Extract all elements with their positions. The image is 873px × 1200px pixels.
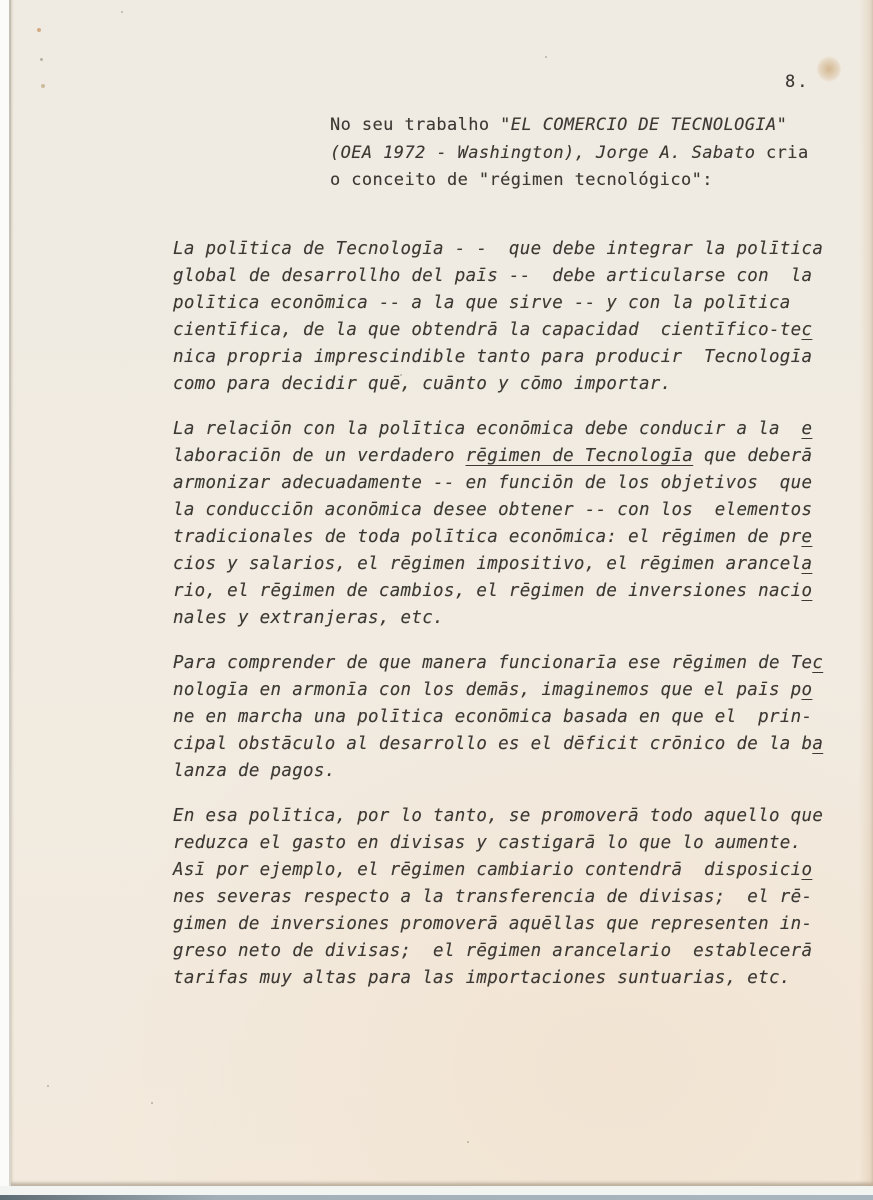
typed-text: cientīfica, de la que obtendrā la capacidad cientīfico-te: [173, 320, 802, 340]
paper-speck: [41, 84, 45, 88]
typed-text: La polītica de Tecnologīa - - que debe integrar la polītica: [173, 239, 824, 259]
typed-text: global de desarrollho del paīs -- debe articularse con la: [173, 266, 813, 286]
typed-text: o conceito de "régimen tecnológico":: [330, 170, 713, 190]
typed-text: laboraciōn de un verdadero: [173, 446, 466, 466]
typed-paragraph: [173, 236, 823, 398]
typed-line: [173, 938, 823, 965]
typed-line: [173, 551, 823, 578]
typed-text: que deberā: [693, 446, 813, 466]
typed-text: nes severas respecto a la transferencia de divisas; el rē-: [173, 887, 813, 907]
typed-line: [173, 578, 823, 605]
typed-line: [173, 965, 823, 992]
typed-line: [173, 470, 823, 497]
typed-line: [173, 371, 823, 398]
paper-speck: [400, 374, 402, 376]
typed-line: [173, 830, 823, 857]
paper-speck: [151, 1102, 153, 1104]
typed-text: La relaciōn con la polītica econōmica debe conducir a la: [173, 419, 802, 439]
typed-text: cipal obstāculo al desarrollo es el dēficit crōnico de la b: [173, 734, 813, 754]
intro-line: [330, 167, 809, 195]
typed-text: greso neto de divisas; el rēgimen arancelario establecerā: [173, 941, 813, 961]
typed-text: No seu trabalho: [330, 115, 501, 135]
typed-line: [173, 416, 823, 443]
paper-speck: [47, 1085, 49, 1087]
page-left-edge-line: [9, 0, 11, 1186]
typed-text: tradicionales de toda polītica econōmica: el rēgimen de pr: [173, 527, 802, 547]
scanned-page: [11, 0, 873, 1186]
intro-block: [330, 112, 809, 195]
typed-line: [173, 758, 823, 785]
typed-line: [173, 704, 823, 731]
typed-text: lanza de pagos.: [173, 761, 336, 781]
paper-speck: [467, 1141, 469, 1143]
typed-line: [173, 317, 823, 344]
typed-line: [173, 605, 823, 632]
typed-text: En esa polītica, por lo tanto, se promoverā todo aquello que: [173, 806, 824, 826]
typed-text: tarifas muy altas para las importaciones suntuarias, etc.: [173, 968, 791, 988]
underlined-text: c: [801, 320, 813, 340]
typed-line: [173, 650, 823, 677]
typed-text: nologīa en armonīa con los demās, imaginemos que el paīs p: [173, 680, 802, 700]
paper-stain: [817, 56, 841, 82]
scan-edge-left: [0, 0, 9, 1200]
typed-line: [173, 497, 823, 524]
paper-speck: [37, 28, 41, 32]
underlined-text: rēgimen de Tecnologīa: [465, 446, 694, 466]
underlined-text: e: [801, 527, 813, 547]
typed-line: [173, 911, 823, 938]
typed-line: [173, 884, 823, 911]
typed-text: nica propria imprescindible tanto para producir Tecnologīa: [173, 347, 813, 367]
page-edge-shadow: [859, 0, 873, 1186]
paper-speck: [121, 11, 123, 13]
underlined-text: a: [812, 734, 824, 754]
typed-text: cios y salarios, el rēgimen impositivo, el rēgimen arancel: [173, 554, 802, 574]
intro-line: [330, 112, 809, 140]
typed-paragraph: [173, 416, 823, 632]
typed-text: (OEA 1972 - Washington), Jorge A. Sabato: [330, 142, 756, 163]
underlined-text: o: [801, 860, 813, 880]
typed-body: [173, 236, 823, 1010]
paper-speck: [545, 56, 547, 58]
typed-text: polītica econōmica -- a la que sirve -- y con la polītica: [173, 293, 791, 313]
typed-line: [173, 236, 823, 263]
typed-line: [173, 263, 823, 290]
typed-text: "EL COMERCIO DE TECNOLOGIA": [500, 115, 788, 135]
typed-line: [173, 857, 823, 884]
typed-text: rio, el rēgimen de cambios, el rēgimen de inversiones naci: [173, 581, 802, 601]
paper-speck: [40, 58, 43, 61]
typed-text: ne en marcha una polītica econōmica basada en que el prin-: [173, 707, 813, 727]
scan-edge-bottom: [0, 1186, 873, 1195]
typed-paragraph: [173, 803, 823, 992]
typed-text: gimen de inversiones promoverā aquēllas que representen in-: [173, 914, 813, 934]
typed-text: nales y extranjeras, etc.: [173, 608, 444, 628]
typed-text: cria: [755, 142, 809, 163]
typed-line: [173, 803, 823, 830]
typed-line: [173, 524, 823, 551]
scanner-bed-edge: [0, 1195, 873, 1200]
underlined-text: a: [801, 554, 813, 574]
typed-text: Para comprender de que manera funcionarīa ese rēgimen de Te: [173, 653, 813, 673]
typed-line: [173, 290, 823, 317]
underlined-text: c: [812, 653, 824, 673]
typed-line: [173, 731, 823, 758]
typed-text: reduzca el gasto en divisas y castigarā lo que lo aumente.: [173, 833, 802, 853]
intro-line: [330, 140, 809, 168]
typed-line: [173, 344, 823, 371]
underlined-text: o: [801, 680, 813, 700]
typed-line: [173, 677, 823, 704]
underlined-text: e: [801, 419, 813, 439]
typed-text: la conducciōn aconōmica desee obtener -- con los elementos: [173, 500, 813, 520]
typed-text: Asī por ejemplo, el rēgimen cambiario contendrā disposici: [173, 860, 802, 880]
typed-text: armonizar adecuadamente -- en funciōn de los objetivos que: [173, 473, 813, 493]
typed-line: [173, 443, 823, 470]
typed-text: como para decidir quē, cuānto y cōmo importar.: [173, 374, 672, 394]
page-number: 8.: [785, 72, 810, 92]
underlined-text: o: [801, 581, 813, 601]
typed-paragraph: [173, 650, 823, 785]
